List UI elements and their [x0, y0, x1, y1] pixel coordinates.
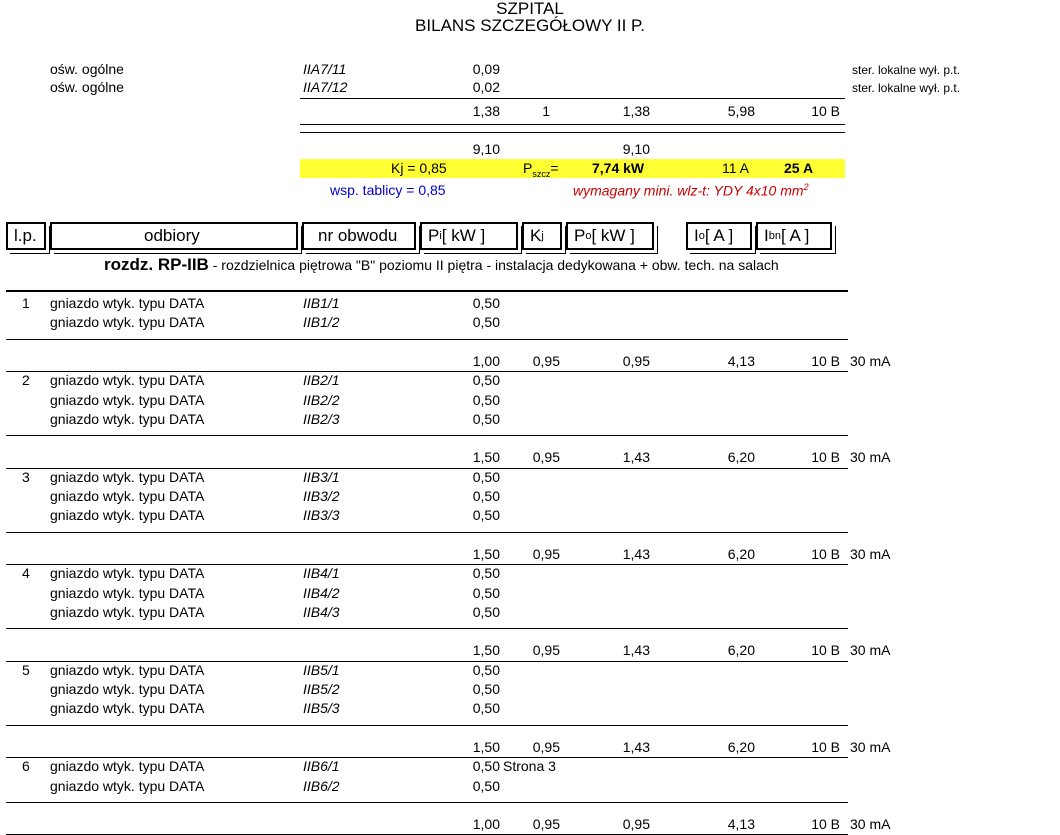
- group-lp: 3: [22, 468, 30, 485]
- total-pi: 9,10: [472, 141, 500, 157]
- group-sum-kj: 0,95: [532, 449, 560, 466]
- list-item-name: gniazdo wtyk. typu DATA: [50, 661, 205, 678]
- document-title-line2: BILANS SZCZEGÓŁOWY II P.: [415, 16, 645, 35]
- total-po: 9,10: [622, 141, 650, 157]
- group-lp: 2: [22, 372, 30, 389]
- cable-requirement: wymagany mini. wlz-t: YDY 4x10 $mm^2$: [573, 182, 809, 199]
- list-item-circuit: IIB5/1: [303, 661, 340, 678]
- section-divider: [6, 290, 848, 292]
- group-sum-rcd: 30 mA: [850, 738, 891, 755]
- header-ibn: I bn [ A ]: [756, 222, 832, 250]
- pszcz-label: $P_{szcz}=$: [523, 160, 559, 179]
- list-item-name: gniazdo wtyk. typu DATA: [50, 758, 205, 775]
- list-item-circuit: IIB2/1: [303, 372, 340, 389]
- list-item-name: gniazdo wtyk. typu DATA: [50, 314, 205, 331]
- list-item-name: gniazdo wtyk. typu DATA: [50, 507, 205, 524]
- top-sum-po: 1,38: [622, 103, 650, 119]
- top-row-circuit: IIA7/12: [303, 79, 348, 95]
- list-item-power: 0,50: [472, 584, 500, 601]
- group-sum-pi: 1,50: [472, 642, 500, 659]
- header-nr-obwodu: nr obwodu: [302, 222, 416, 250]
- group-lp: 6: [22, 758, 30, 775]
- group-divider: [6, 802, 848, 803]
- divider: [300, 132, 845, 133]
- group-sum-ibn: 10 B: [811, 816, 840, 833]
- group-sum-io: 6,20: [727, 642, 755, 659]
- group-sum-kj: 0,95: [532, 352, 560, 369]
- list-item-circuit: IIB4/2: [303, 584, 340, 601]
- list-item-circuit: IIB1/2: [303, 314, 340, 331]
- list-item-circuit: IIB5/2: [303, 681, 340, 697]
- list-item-name: gniazdo wtyk. typu DATA: [50, 295, 205, 311]
- group-sum-pi: 1,50: [472, 545, 500, 562]
- list-item-circuit: IIB3/3: [303, 507, 340, 524]
- group-sum-po: 1,43: [622, 738, 650, 755]
- list-item-circuit: IIB2/2: [303, 391, 340, 408]
- list-item-circuit: IIB6/2: [303, 777, 340, 794]
- list-item-power: 0,50: [472, 777, 500, 794]
- list-item-circuit: IIB6/1: [303, 758, 340, 775]
- group-divider: [6, 725, 848, 726]
- group-lp: 4: [22, 565, 30, 582]
- group-sum-kj: 0,95: [532, 642, 560, 659]
- group-sum-po: 0,95: [622, 352, 650, 369]
- list-item-name: gniazdo wtyk. typu DATA: [50, 391, 205, 408]
- list-item-power: 0,50: [472, 700, 500, 717]
- list-item-name: gniazdo wtyk. typu DATA: [50, 777, 205, 794]
- group-sum-pi: 1,50: [472, 738, 500, 755]
- group-sum-po: 1,43: [622, 449, 650, 466]
- group-sum-kj: 0,95: [532, 738, 560, 755]
- group-sum-io: 6,20: [727, 738, 755, 755]
- group-sum-kj: 0,95: [532, 816, 560, 833]
- group-sum-ibn: 10 B: [811, 449, 840, 466]
- list-item-name: gniazdo wtyk. typu DATA: [50, 488, 205, 504]
- header-odbiory: odbiory: [50, 222, 298, 250]
- section-heading: rozdz. RP-IIB - rozdzielnica piętrowa "B" poziomu II piętra - instalacja dedykowana + obw. tech. na salach: [104, 255, 779, 274]
- page-number: Strona 3: [503, 758, 556, 774]
- wsp-tablicy: wsp. tablicy = 0,85: [330, 182, 446, 198]
- top-row-name: ośw. ogólne: [50, 61, 124, 77]
- document-title-line1: SZPITAL: [496, 0, 564, 18]
- top-sum-pi: 1,38: [472, 103, 500, 119]
- list-item-power: 0,50: [472, 372, 500, 389]
- top-sum-kj: 1: [542, 103, 550, 119]
- list-item-circuit: IIB1/1: [303, 295, 340, 311]
- list-item-circuit: IIB2/3: [303, 410, 340, 427]
- header-kj: K j: [522, 222, 562, 250]
- list-item-circuit: IIB4/1: [303, 565, 340, 582]
- top-row-name: ośw. ogólne: [50, 79, 124, 95]
- list-item-circuit: IIB5/3: [303, 700, 340, 717]
- group-sum-rcd: 30 mA: [850, 449, 891, 466]
- group-sum-rcd: 30 mA: [850, 642, 891, 659]
- list-item-power: 0,50: [472, 468, 500, 485]
- group-sum-io: 6,20: [727, 545, 755, 562]
- list-item-circuit: IIB3/1: [303, 468, 340, 485]
- list-item-power: 0,50: [472, 661, 500, 678]
- pszcz-value: 7,74 kW: [592, 160, 645, 176]
- list-item-power: 0,50: [472, 681, 500, 697]
- header-pi: P i [ kW ]: [420, 222, 518, 250]
- top-sum-io: 5,98: [727, 103, 755, 119]
- summary-fuse: 25 A: [784, 160, 814, 176]
- group-lp: 5: [22, 661, 30, 678]
- list-item-power: 0,50: [472, 507, 500, 524]
- top-sum-ibn: 10 B: [811, 103, 840, 119]
- list-item-name: gniazdo wtyk. typu DATA: [50, 565, 205, 582]
- divider: [300, 98, 845, 99]
- top-row-note: ster. lokalne wył. p.t.: [852, 63, 961, 77]
- kj-summary: Kj = 0,85: [391, 160, 447, 176]
- summary-current: 11 A: [722, 160, 749, 176]
- group-sum-ibn: 10 B: [811, 352, 840, 369]
- list-item-power: 0,50: [472, 391, 500, 408]
- group-divider: [6, 339, 848, 340]
- group-lp: 1: [22, 295, 30, 311]
- group-sum-io: 4,13: [727, 816, 755, 833]
- group-divider: [6, 532, 848, 533]
- group-sum-ibn: 10 B: [811, 545, 840, 562]
- header-lp: l.p.: [6, 222, 46, 250]
- list-item-power: 0,50: [472, 410, 500, 427]
- group-sum-ibn: 10 B: [811, 738, 840, 755]
- list-item-power: 0,50: [472, 295, 500, 311]
- list-item-name: gniazdo wtyk. typu DATA: [50, 372, 205, 389]
- group-sum-po: 1,43: [622, 642, 650, 659]
- list-item-name: gniazdo wtyk. typu DATA: [50, 603, 205, 620]
- list-item-power: 0,50: [472, 758, 500, 775]
- group-sum-pi: 1,50: [472, 449, 500, 466]
- top-row-power: 0,09: [472, 61, 500, 77]
- list-item-power: 0,50: [472, 314, 500, 331]
- group-sum-rcd: 30 mA: [850, 816, 891, 833]
- top-row-note: ster. lokalne wył. p.t.: [852, 81, 961, 95]
- top-row-power: 0,02: [472, 79, 500, 95]
- group-sum-po: 0,95: [622, 816, 650, 833]
- group-sum-rcd: 30 mA: [850, 545, 891, 562]
- list-item-power: 0,50: [472, 565, 500, 582]
- group-sum-io: 4,13: [727, 352, 755, 369]
- summary-highlight: [300, 159, 845, 178]
- list-item-power: 0,50: [472, 603, 500, 620]
- list-item-circuit: IIB3/2: [303, 488, 340, 504]
- list-item-circuit: IIB4/3: [303, 603, 340, 620]
- header-po: P o [ kW ]: [566, 222, 654, 250]
- group-sum-io: 6,20: [727, 449, 755, 466]
- list-item-name: gniazdo wtyk. typu DATA: [50, 681, 205, 697]
- group-sum-po: 1,43: [622, 545, 650, 562]
- group-divider: [6, 628, 848, 629]
- group-sum-pi: 1,00: [472, 816, 500, 833]
- group-sum-ibn: 10 B: [811, 642, 840, 659]
- group-divider: [6, 435, 848, 436]
- top-row-circuit: IIA7/11: [303, 61, 347, 77]
- list-item-name: gniazdo wtyk. typu DATA: [50, 410, 205, 427]
- group-sum-pi: 1,00: [472, 352, 500, 369]
- list-item-power: 0,50: [472, 488, 500, 504]
- divider: [300, 124, 845, 125]
- list-item-name: gniazdo wtyk. typu DATA: [50, 700, 205, 717]
- group-sum-rcd: 30 mA: [850, 352, 891, 369]
- header-io: I o [ A ]: [686, 222, 752, 250]
- list-item-name: gniazdo wtyk. typu DATA: [50, 468, 205, 485]
- group-sum-kj: 0,95: [532, 545, 560, 562]
- list-item-name: gniazdo wtyk. typu DATA: [50, 584, 205, 601]
